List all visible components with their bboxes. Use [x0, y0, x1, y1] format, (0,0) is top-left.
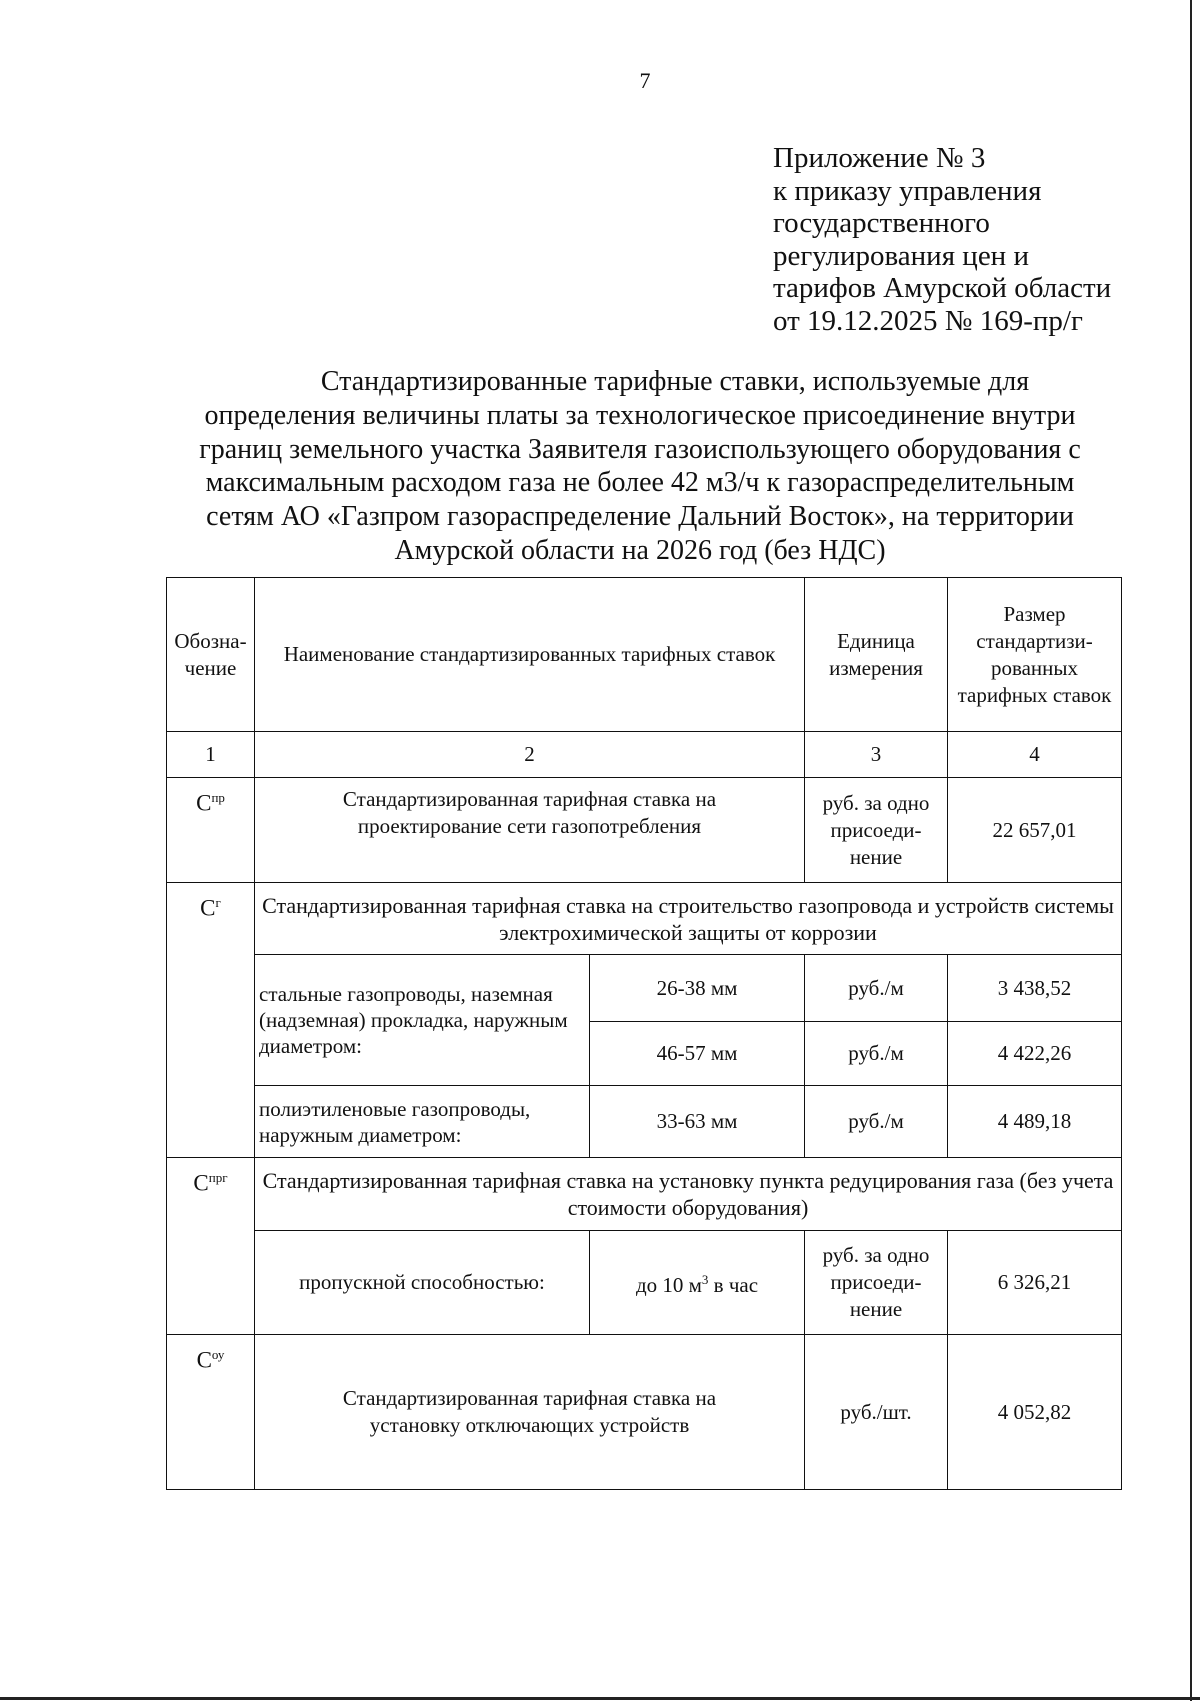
table-row-construction-title	[167, 883, 1122, 955]
column-number: 4	[948, 732, 1122, 778]
tariff-rates-table	[166, 577, 1122, 1490]
table-row-steel-1	[167, 955, 1122, 1022]
title-line: сетям АО «Газпром газораспределение Дальний Восток», на территории	[206, 501, 1074, 533]
appendix-line: от 19.12.2025 № 169-пр/г	[773, 304, 1083, 337]
rate-value: 4 422,26	[948, 1022, 1122, 1086]
pipe-diameter: 26-38 мм	[590, 955, 805, 1022]
column-number: 2	[255, 732, 805, 778]
rate-code: $С^{прг}$	[167, 1158, 255, 1335]
rate-unit: руб. за одно присоеди-нение	[805, 1231, 948, 1335]
title-line: границ земельного участка Заявителя газоиспользующего оборудования с	[199, 433, 1081, 465]
appendix-line: к приказу управления	[773, 174, 1042, 207]
page-number: 7	[639, 68, 651, 93]
capacity-value: до 10 $м^3$ в час	[590, 1231, 805, 1335]
appendix-reference	[773, 142, 1173, 337]
appendix-line: государственного	[773, 207, 990, 239]
rate-unit: руб./м	[805, 1086, 948, 1158]
appendix-line: тарифов Амурской области	[773, 272, 1112, 304]
rate-unit: руб. за одно присоеди-нение	[805, 778, 948, 883]
header-size: Размер стандартизи-рованных тарифных ставок	[948, 578, 1122, 732]
table-row-design	[167, 778, 1122, 883]
rate-unit: руб./м	[805, 955, 948, 1022]
scan-border-right	[1190, 0, 1192, 1701]
poly-pipe-label: полиэтиленовые газопроводы, наружным диаметром:	[255, 1086, 590, 1158]
rate-code: $С^{оу}$	[167, 1335, 255, 1490]
steel-pipe-label: стальные газопроводы, наземная (надземная) прокладка, наружным диаметром:	[255, 955, 590, 1086]
rate-unit: руб./шт.	[805, 1335, 948, 1490]
rate-value: 6 326,21	[948, 1231, 1122, 1335]
appendix-line: Приложение № 3	[773, 142, 986, 174]
table-row-reduction	[167, 1231, 1122, 1335]
section-title: Стандартизированная тарифная ставка на установку пункта редуцирования газа (без учета стоимости оборудования)	[255, 1158, 1122, 1231]
title-line: максимальным расходом газа не более 42 м3/ч к газораспределительным	[205, 467, 1075, 499]
header-unit: Единица измерения	[805, 578, 948, 732]
rate-value: 22 657,01	[948, 778, 1122, 883]
pipe-diameter: 46-57 мм	[590, 1022, 805, 1086]
title-line: Стандартизированные тарифные ставки, используемые для	[320, 366, 1030, 397]
rate-value: 4 052,82	[948, 1335, 1122, 1490]
rate-name: Стандартизированная тарифная ставка на проектирование сети газопотребления	[255, 778, 805, 883]
capacity-label: пропускной способностью:	[255, 1231, 590, 1335]
appendix-line: регулирования цен и	[773, 239, 1029, 272]
rate-name: Стандартизированная тарифная ставка на установку отключающих устройств	[255, 1335, 805, 1490]
rate-value: 3 438,52	[948, 955, 1122, 1022]
column-number-row	[167, 732, 1122, 778]
rate-code: $С^{пр}$	[167, 778, 255, 883]
scan-border-bottom	[0, 1697, 1200, 1700]
pipe-diameter: 33-63 мм	[590, 1086, 805, 1158]
table-row-reduction-title	[167, 1158, 1122, 1231]
header-name: Наименование стандартизированных тарифных ставок	[255, 578, 805, 732]
rate-code: $С^г$	[167, 883, 255, 1158]
rate-value: 4 489,18	[948, 1086, 1122, 1158]
column-number: 3	[805, 732, 948, 778]
document-title	[150, 365, 1130, 568]
column-number: 1	[167, 732, 255, 778]
table-row-shutoff	[167, 1335, 1122, 1490]
rate-unit: руб./м	[805, 1022, 948, 1086]
table-header-row	[167, 578, 1122, 732]
section-title: Стандартизированная тарифная ставка на строительство газопровода и устройств системы электрохимической защиты от коррозии	[255, 883, 1122, 955]
title-line: определения величины платы за технологическое присоединение внутри	[204, 399, 1076, 431]
table-row-polyethylene	[167, 1086, 1122, 1158]
header-designation: Обозна-чение	[167, 578, 255, 732]
title-line: Амурской области на 2026 год (без НДС)	[394, 534, 886, 566]
